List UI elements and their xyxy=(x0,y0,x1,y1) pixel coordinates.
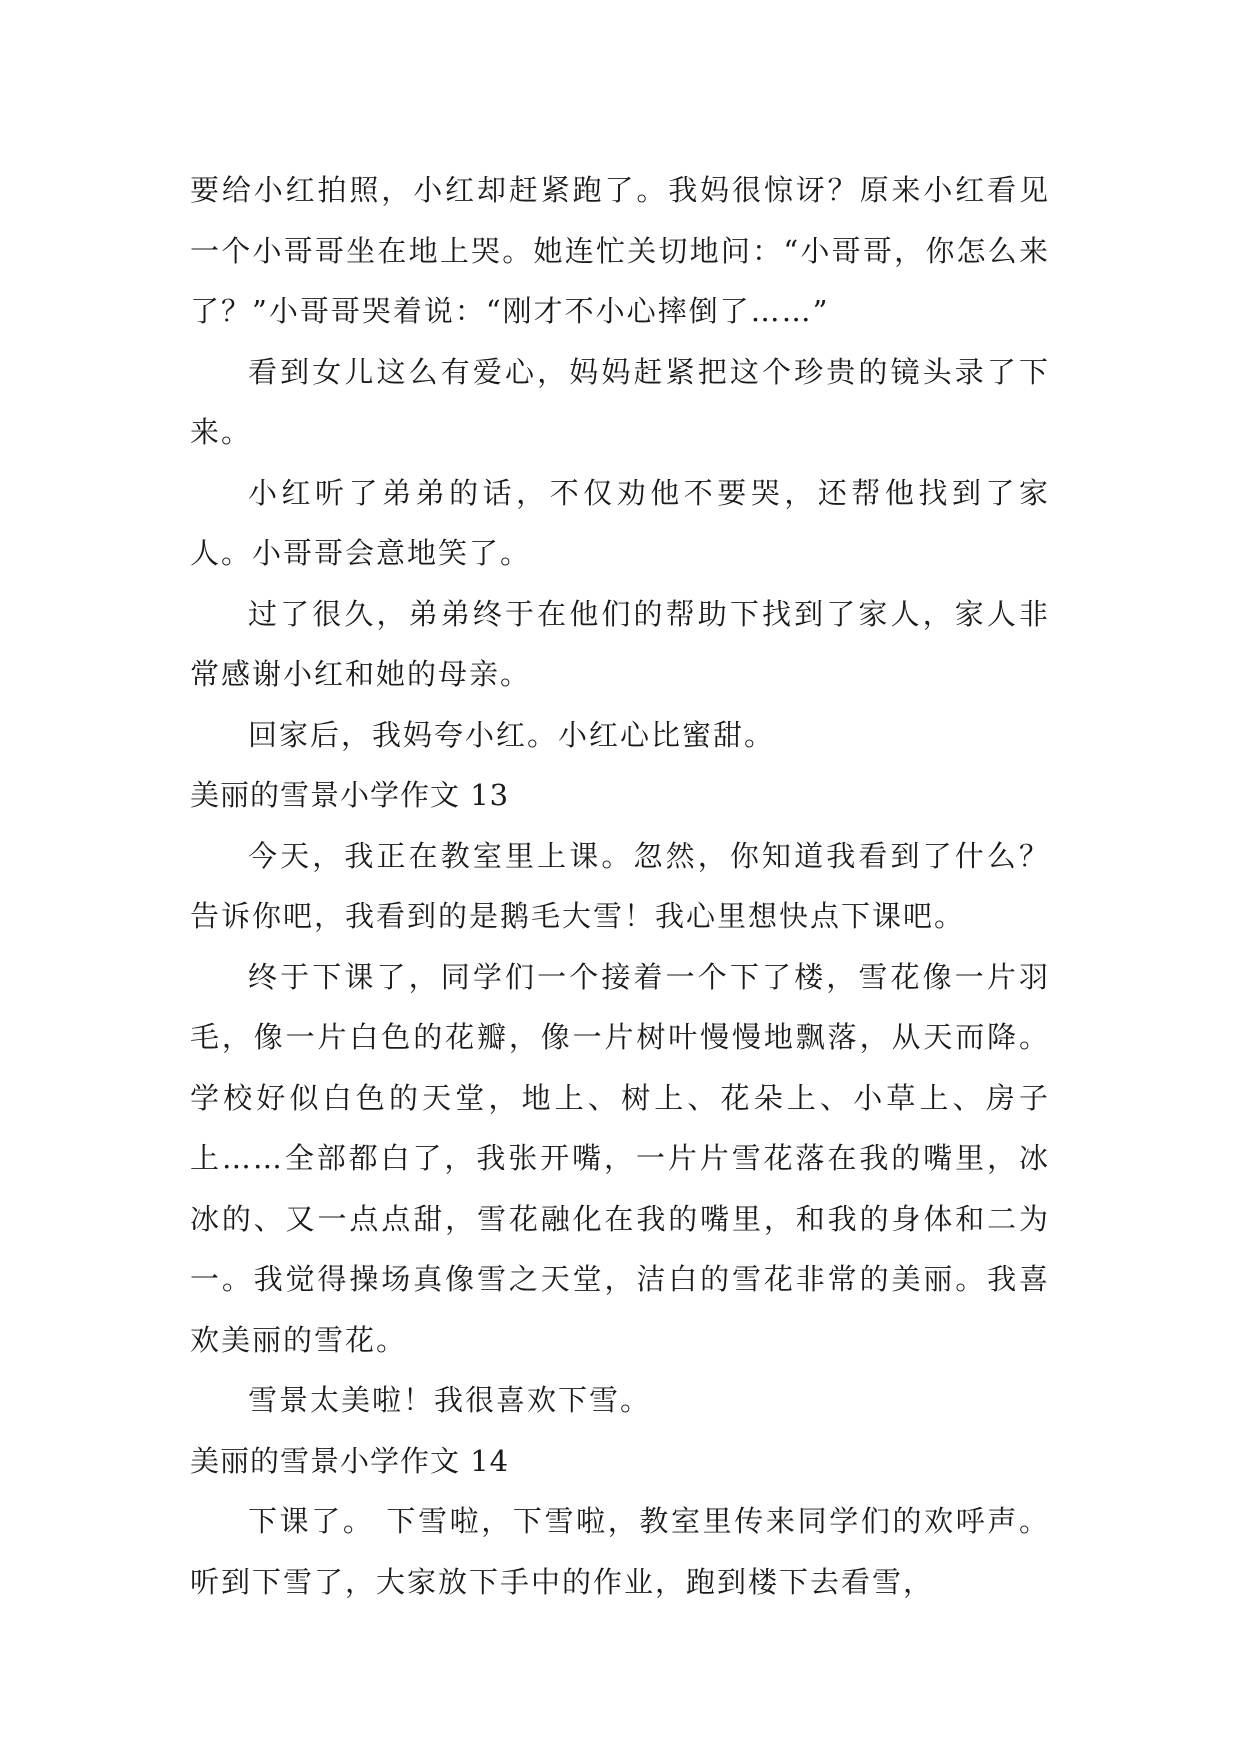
essay-title-14: 美丽的雪景小学作文 14 xyxy=(190,1443,510,1478)
paragraph-snowfall: 终于下课了，同学们一个接着一个下了楼，雪花像一片羽毛，像一片白色的花瓣，像一片树叶慢慢地飘落，从天而降。学校好似白色的天堂，地上、树上、花朵上、小草上、房子上……全部都白了，我张开嘴，一片片雪花落在我的嘴里，冰冰的、又一点点甜，雪花融化在我的嘴里，和我的身体和二为一。我觉得操场真像雪之天堂，洁白的雪花非常的美丽。我喜欢美丽的雪花。 xyxy=(190,959,1050,1357)
paragraph-classroom: 今天，我正在教室里上课。忽然，你知道我看到了什么？告诉你吧，我看到的是鹅毛大雪！我心里想快点下课吧。 xyxy=(190,838,1050,933)
essay-title-13: 美丽的雪景小学作文 13 xyxy=(190,778,510,812)
paragraph-comfort: 小红听了弟弟的话，不仅劝他不要哭，还帮他找到了家人。小哥哥会意地笑了。 xyxy=(190,475,1050,570)
paragraph-home: 回家后，我妈夸小红。小红心比蜜甜。 xyxy=(248,717,776,752)
paragraph-love-snow: 雪景太美啦！我很喜欢下雪。 xyxy=(248,1383,652,1417)
paragraph-video: 看到女儿这么有爱心，妈妈赶紧把这个珍贵的镜头录了下来。 xyxy=(190,354,1050,449)
paragraph-intro: 要给小红拍照，小红却赶紧跑了。我妈很惊讶？原来小红看见一个小哥哥坐在地上哭。她连忙关切地问：“小哥哥，你怎么来了？”小哥哥哭着说：“刚才不小心摔倒了……” xyxy=(190,173,1050,328)
paragraph-family-found: 过了很久，弟弟终于在他们的帮助下找到了家人，家人非常感谢小红和她的母亲。 xyxy=(190,596,1050,691)
document-page xyxy=(190,160,1050,1612)
paragraph-class-over: 下课了。 下雪啦，下雪啦，教室里传来同学们的欢呼声。听到下雪了，大家放下手中的作业，跑到楼下去看雪， xyxy=(190,1504,1050,1599)
